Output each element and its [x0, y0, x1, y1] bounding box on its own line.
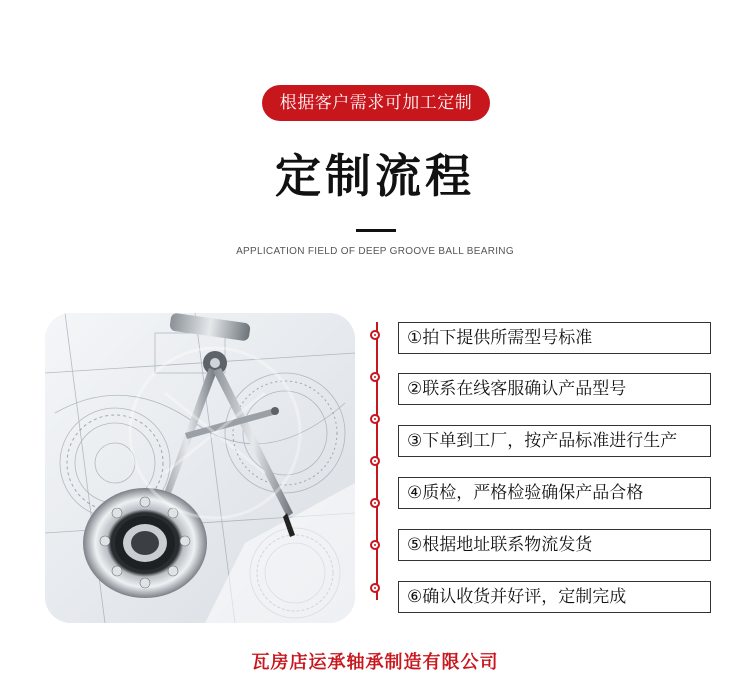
custom-badge: 根据客户需求可加工定制 — [262, 85, 490, 121]
timeline-dot-icon — [370, 498, 380, 508]
bearing-compass-photo — [45, 313, 355, 623]
process-step-6: ⑥确认收货并好评，定制完成 — [398, 581, 711, 613]
process-step-3: ③下单到工厂，按产品标准进行生产 — [398, 425, 711, 457]
process-step-4: ④质检，严格检验确保产品合格 — [398, 477, 711, 509]
process-step-2: ②联系在线客服确认产品型号 — [398, 373, 711, 405]
timeline-dot-icon — [370, 540, 380, 550]
timeline-dot-icon — [370, 583, 380, 593]
process-step-1: ①拍下提供所需型号标准 — [398, 322, 711, 354]
page-title: 定制流程 — [275, 149, 475, 203]
bearing-shape — [83, 488, 207, 598]
timeline-dot-icon — [370, 372, 380, 382]
timeline-dot-icon — [370, 414, 380, 424]
timeline-dot-icon — [370, 456, 380, 466]
title-divider — [356, 229, 396, 232]
timeline-dot-icon — [370, 330, 380, 340]
page-subtitle: APPLICATION FIELD OF DEEP GROOVE BALL BEARING — [236, 246, 514, 257]
process-step-5: ⑤根据地址联系物流发货 — [398, 529, 711, 561]
company-name: 瓦房店运承轴承制造有限公司 — [251, 652, 499, 673]
